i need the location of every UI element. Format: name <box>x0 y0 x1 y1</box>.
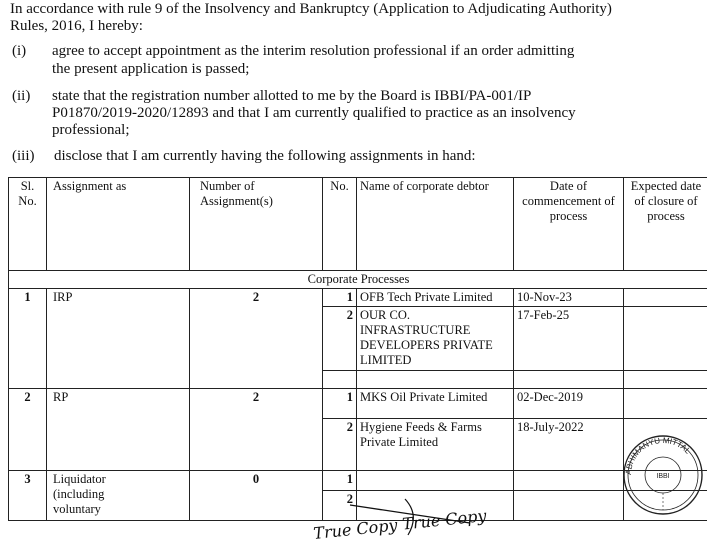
signature-text: True Copy True Copy <box>312 505 488 543</box>
item-text-line: P01870/2019-2020/12893 and that I am currently qualified to practice as an insolvency <box>52 105 576 121</box>
table-header-row <box>9 178 707 271</box>
intro-line-2: Rules, 2016, I hereby: <box>10 18 143 34</box>
intro-line-1: In accordance with rule 9 of the Insolvency and Bankruptcy (Application to Adjudicating Authority) <box>10 1 612 17</box>
commencement-cell: 02-Dec-2019 <box>514 389 624 419</box>
section-row <box>9 271 707 289</box>
commencement-cell <box>514 491 624 521</box>
item-text-line: disclose that I am currently having the following assignments in hand: <box>54 148 476 164</box>
assignment-text: Liquidator (including voluntary <box>53 472 106 516</box>
sl-cell: 2 <box>9 389 47 471</box>
item-text-line: professional; <box>52 122 130 138</box>
header-closure-date: Expected date of closure of process <box>624 178 707 271</box>
commencement-cell <box>514 471 624 491</box>
assignment-cell: RP <box>47 389 190 471</box>
item-number: (ii) <box>12 88 31 104</box>
seal-stamp-icon <box>622 434 704 516</box>
item-text-line: agree to accept appointment as the interim resolution professional if an order admitting <box>52 43 575 59</box>
item-text-line: state that the registration number allotted to me by the Board is IBBI/PA-001/IP <box>52 88 532 104</box>
header-number-of-assignments: Number of Assignment(s) <box>190 178 323 271</box>
assignments-table <box>8 177 707 521</box>
count-cell: 2 <box>190 389 323 471</box>
row-no-cell: 2 <box>323 491 357 521</box>
count-cell: 2 <box>190 289 323 389</box>
table-row <box>9 289 707 307</box>
header-assignment: Assignment as <box>47 178 190 271</box>
svg-text:ABHIMANYU MITTAL <box>624 436 693 475</box>
debtor-cell: MKS Oil Private Limited <box>357 389 514 419</box>
header-commencement-date: Date of commencement of process <box>514 178 624 271</box>
commencement-cell: 18-July-2022 <box>514 419 624 471</box>
debtor-cell <box>357 371 514 389</box>
item-number: (iii) <box>12 148 35 164</box>
count-cell: 0 <box>190 471 323 521</box>
sl-cell: 3 <box>9 471 47 521</box>
debtor-cell: OFB Tech Private Limited <box>357 289 514 307</box>
debtor-cell <box>357 471 514 491</box>
handwritten-signature-icon <box>310 495 500 547</box>
row-no-cell: 2 <box>323 419 357 471</box>
closure-cell <box>624 389 707 419</box>
header-corporate-debtor: Name of corporate debtor <box>357 178 514 271</box>
assignment-cell: IRP <box>47 289 190 389</box>
closure-cell <box>624 371 707 389</box>
item-number: (i) <box>12 43 27 59</box>
table-row <box>9 471 707 491</box>
commencement-cell: 17-Feb-25 <box>514 307 624 371</box>
row-no-cell: 1 <box>323 471 357 491</box>
debtor-cell: Hygiene Feeds & Farms Private Limited <box>357 419 514 471</box>
seal-ring-text: ABHIMANYU MITTAL <box>623 435 693 476</box>
row-no-cell: 2 <box>323 307 357 371</box>
sl-cell: 1 <box>9 289 47 389</box>
row-no-cell <box>323 371 357 389</box>
closure-cell <box>624 289 707 307</box>
item-text-line: the present application is passed; <box>52 61 250 77</box>
seal-inner-text: IBBI <box>656 473 670 480</box>
closure-cell <box>624 307 707 371</box>
table-row <box>9 389 707 419</box>
commencement-cell: 10-Nov-23 <box>514 289 624 307</box>
header-sl-no: Sl. No. <box>9 178 47 271</box>
header-no: No. <box>323 178 357 271</box>
assignment-cell <box>47 471 190 521</box>
row-no-cell: 1 <box>323 289 357 307</box>
commencement-cell <box>514 371 624 389</box>
debtor-cell: OUR CO. INFRASTRUCTURE DEVELOPERS PRIVATE LIMITED <box>357 307 514 371</box>
section-title: Corporate Processes <box>9 271 707 289</box>
row-no-cell: 1 <box>323 389 357 419</box>
